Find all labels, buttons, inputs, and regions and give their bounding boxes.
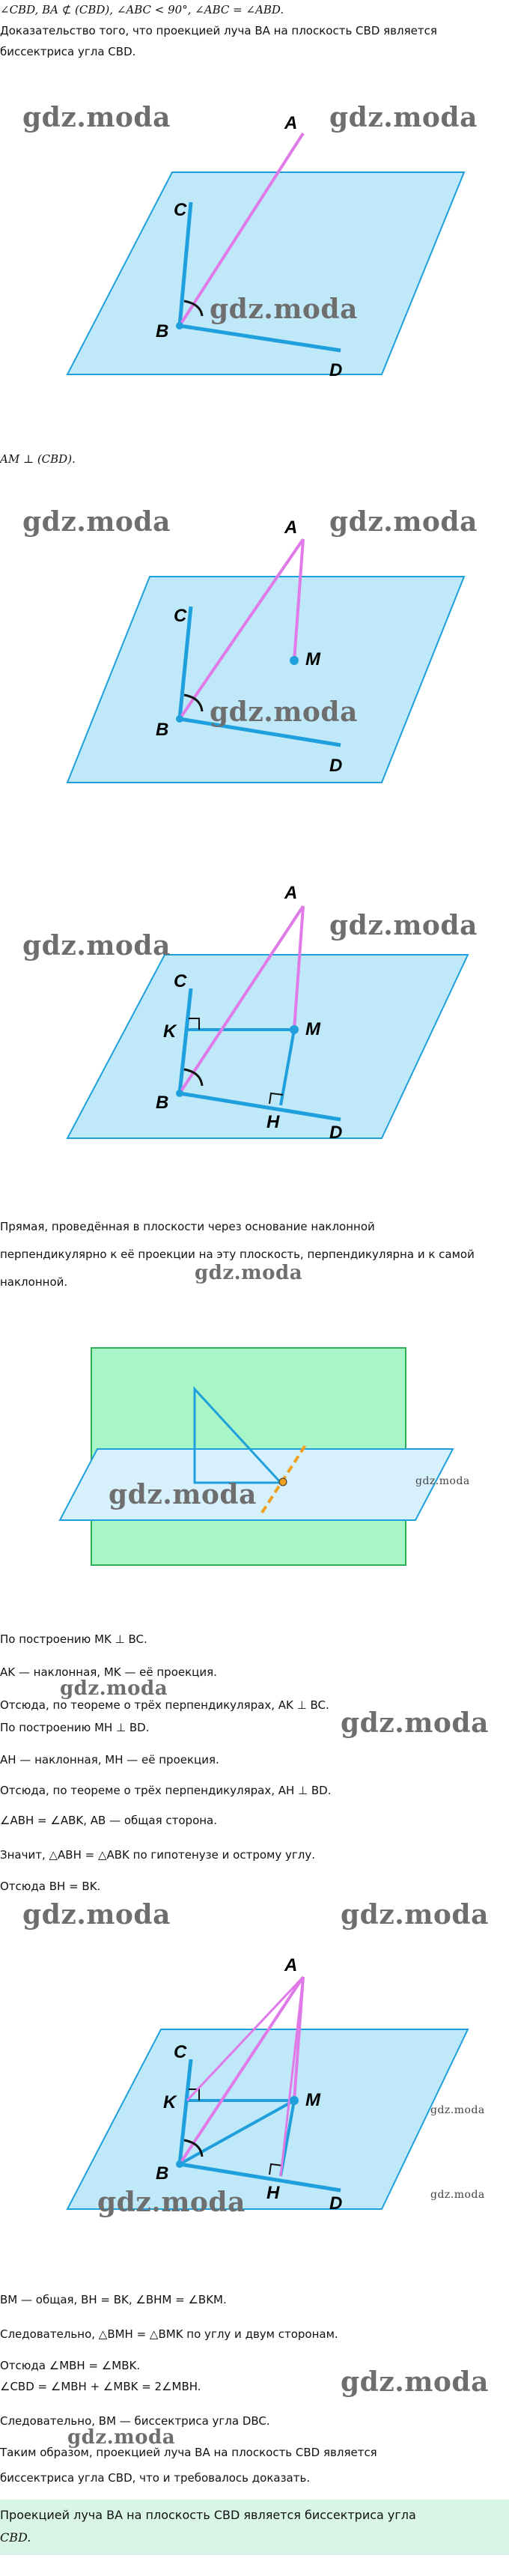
watermark: gdz.moda bbox=[210, 294, 358, 325]
proof2-line: Отсюда ∠MBH = ∠MBK. bbox=[0, 2359, 141, 2372]
plane-cbd bbox=[67, 577, 464, 783]
proof2-line: ∠CBD = ∠MBH + ∠MBK = 2∠MBH. bbox=[0, 2380, 201, 2393]
watermark: gdz.moda bbox=[22, 1899, 171, 1931]
answer-line-2: CBD. bbox=[0, 2530, 31, 2545]
given-line: ∠CBD, BA ⊄ (CBD), ∠ABC < 90°, ∠ABC = ∠ABD. bbox=[0, 3, 284, 16]
label-a: A bbox=[284, 113, 298, 133]
watermark: gdz.moda bbox=[60, 1677, 168, 1700]
intro-line-2: Доказательство того, что проекцией луча BA на плоскость CBD является bbox=[0, 24, 437, 37]
watermark: gdz.moda bbox=[22, 102, 171, 133]
point-b bbox=[176, 715, 183, 723]
label-b: B bbox=[156, 720, 169, 740]
proof-line: По построению MK ⊥ BC. bbox=[0, 1632, 147, 1646]
label-m: M bbox=[305, 2090, 320, 2110]
watermark: gdz.moda bbox=[329, 102, 478, 133]
label-c: C bbox=[174, 606, 187, 626]
label-m: M bbox=[305, 1019, 320, 1039]
watermark: gdz.moda bbox=[195, 1262, 303, 1284]
proof2-line: биссектриса угла CBD, что и требовалось доказать. bbox=[0, 2471, 311, 2485]
proof2-line: Таким образом, проекцией луча BA на плоскость CBD является bbox=[0, 2446, 377, 2459]
label-d: D bbox=[329, 2193, 343, 2214]
theorem-line-1: Прямая, проведённая в плоскости через основание наклонной bbox=[0, 1220, 375, 1233]
watermark: gdz.moda bbox=[97, 2187, 246, 2218]
label-m: M bbox=[305, 649, 320, 669]
point-m bbox=[290, 1025, 299, 1034]
label-c: C bbox=[174, 2042, 187, 2062]
label-b: B bbox=[156, 1093, 169, 1113]
label-h: H bbox=[266, 2183, 280, 2203]
label-c: C bbox=[174, 200, 187, 220]
proof2-line: Следовательно, △BMH = △BMK по углу и двум сторонам. bbox=[0, 2327, 338, 2341]
intersection-point bbox=[279, 1478, 287, 1486]
point-b bbox=[176, 1090, 183, 1097]
proof-line: Отсюда, по теореме о трёх перпендикулярах, AK ⊥ BC. bbox=[0, 1698, 329, 1712]
watermark: gdz.moda bbox=[341, 1899, 489, 1931]
label-c: C bbox=[174, 971, 187, 991]
label-h: H bbox=[266, 1112, 280, 1132]
proof2-line: Следовательно, BM — биссектриса угла DBC. bbox=[0, 2414, 270, 2428]
label-d: D bbox=[329, 1123, 343, 1143]
theorem-line-3: наклонной. bbox=[0, 1275, 68, 1289]
proof-line: AK — наклонная, MK — её проекция. bbox=[0, 1665, 217, 1679]
watermark: gdz.moda bbox=[329, 910, 478, 941]
watermark: gdz.moda bbox=[415, 1475, 470, 1487]
watermark: gdz.moda bbox=[109, 1479, 257, 1510]
watermark: gdz.moda bbox=[430, 2189, 485, 2201]
label-b: B bbox=[156, 321, 169, 341]
proof-line: Отсюда BH = BK. bbox=[0, 1880, 101, 1893]
label-a: A bbox=[284, 1955, 298, 1975]
label-a: A bbox=[284, 517, 298, 538]
theorem-line-2: перпендикулярно к её проекции на эту плоскость, перпендикулярна и к самой bbox=[0, 1248, 475, 1261]
figure-5 bbox=[0, 1947, 509, 2217]
label-b: B bbox=[156, 2163, 169, 2184]
watermark: gdz.moda bbox=[67, 2426, 176, 2449]
proof-line: Значит, △ABH = △ABK по гипотенузе и острому углу. bbox=[0, 1848, 315, 1862]
intro-line-3: биссектриса угла CBD. bbox=[0, 45, 136, 58]
am-perp-text: AM ⊥ (CBD). bbox=[0, 452, 76, 466]
label-d: D bbox=[329, 756, 343, 776]
figure-4 bbox=[0, 1333, 509, 1573]
figure-2 bbox=[0, 494, 509, 809]
label-d: D bbox=[329, 360, 343, 380]
proof-line: Отсюда, по теореме о трёх перпендикулярах, AH ⊥ BD. bbox=[0, 1784, 332, 1797]
proof-line: По построению MH ⊥ BD. bbox=[0, 1721, 150, 1734]
proof-line: ∠ABH = ∠ABK, AB — общая сторона. bbox=[0, 1814, 218, 1827]
answer-line-1: Проекцией луча BA на плоскость CBD является биссектриса угла bbox=[0, 2508, 416, 2522]
proof-line: AH — наклонная, MH — её проекция. bbox=[0, 1753, 219, 1767]
plane-cbd bbox=[67, 2029, 468, 2209]
watermark: gdz.moda bbox=[210, 696, 358, 728]
watermark: gdz.moda bbox=[341, 1707, 489, 1739]
label-k: K bbox=[163, 2092, 177, 2112]
watermark: gdz.moda bbox=[341, 2366, 489, 2398]
watermark: gdz.moda bbox=[329, 506, 478, 538]
label-a: A bbox=[284, 883, 298, 903]
plane-cbd bbox=[67, 955, 468, 1138]
proof2-line: BM — общая, BH = BK, ∠BHM = ∠BKM. bbox=[0, 2293, 227, 2306]
point-m bbox=[290, 2096, 299, 2105]
watermark: gdz.moda bbox=[22, 930, 171, 962]
watermark: gdz.moda bbox=[430, 2104, 485, 2116]
point-m bbox=[290, 656, 299, 665]
point-b bbox=[176, 2160, 183, 2168]
plane-cbd bbox=[67, 172, 464, 374]
point-b bbox=[176, 322, 183, 329]
watermark: gdz.moda bbox=[22, 506, 171, 538]
answer-box bbox=[0, 2500, 509, 2555]
label-k: K bbox=[163, 1021, 177, 1042]
